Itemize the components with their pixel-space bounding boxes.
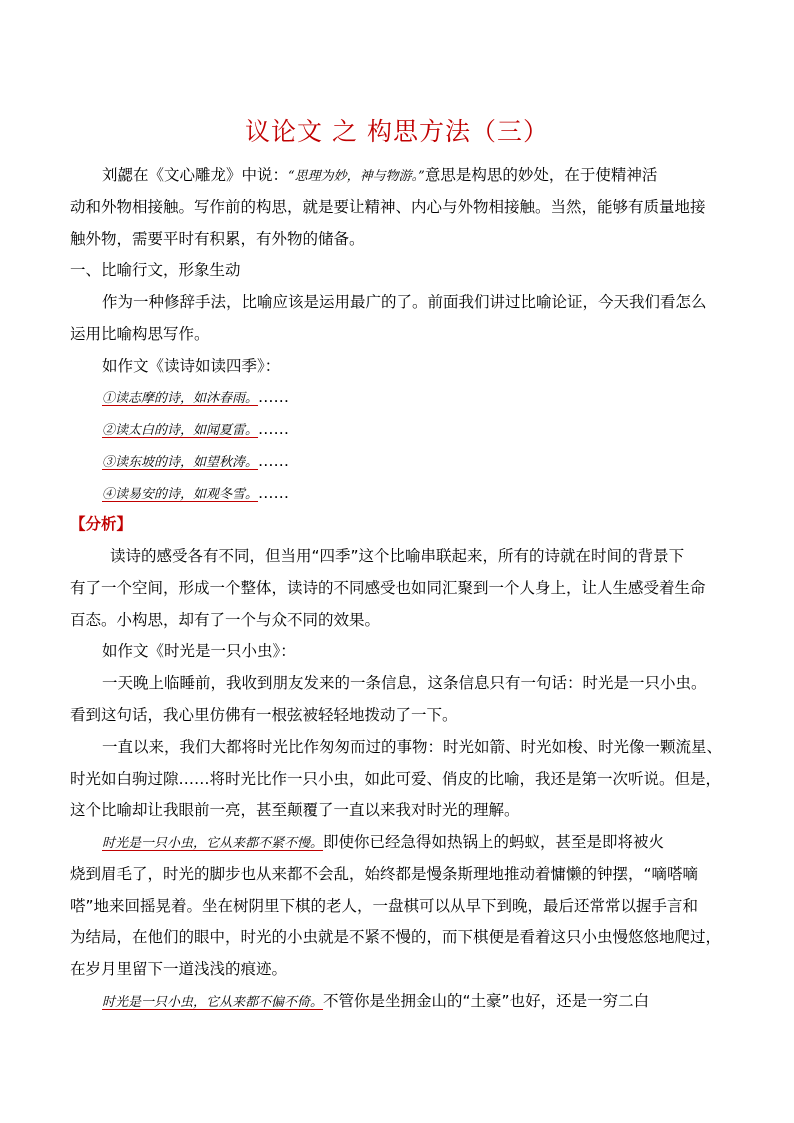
example2-p4-rest: 不管你是坐拥金山的“土豪”也好，还是一穷二白 [323,992,650,1010]
example2-p2-line-1: 一直以来，我们大都将时光比作匆匆而过的事物：时光如箭、时光如梭、时光像一颗流星、 [102,738,723,756]
example1-item-text: ①读志摩的诗，如沐春雨。 [102,391,259,406]
example1-item-ellipsis: …… [258,484,290,502]
example1-item-ellipsis: …… [258,388,290,406]
example1-item-text: ④读易安的诗，如观冬雪。 [102,487,259,502]
example2-p4-quote: 时光是一只小虫，它从来都不偏不倚。 [102,995,324,1010]
analysis-line-3: 百态。小构思，却有了一个与众不同的效果。 [70,611,381,629]
analysis-line-2: 有了一个空间，形成一个整体，读诗的不同感受也如同汇聚到一个人身上，让人生感受着生命 [70,579,706,597]
example1-item [102,450,289,474]
example2-p1-line-1: 一天晚上临睡前，我收到朋友发来的一条信息，这条信息只有一句话：时光是一只小虫。 [102,674,707,692]
section1-line-2: 运用比喻构思写作。 [70,325,210,343]
intro-text-post: 意思是构思的妙处，在于使精神活 [424,166,658,184]
intro-quote: “思理为妙，神与物游。” [288,169,425,184]
section-heading: 一、比喻行文，形象生动 [70,261,241,279]
example2-p3-line-4: 为结局，在他们的眼中，时光的小虫就是不紧不慢的，而下棋便是看着这只小虫慢悠悠地爬过， [70,928,722,946]
intro-line-1 [102,164,657,188]
intro-line-2: 动和外物相接触。写作前的构思，就是要让精神、内心与外物相接触。当然，能够有质量地接 [70,198,706,216]
intro-line-3: 触外物，需要平时有积累，有外物的储备。 [70,230,365,248]
example1-item-ellipsis: …… [258,452,290,470]
example2-p3-line-3: 嗒”地来回摇晃着。坐在树阴里下棋的老人，一盘棋可以从早下到晚，最后还常常以握手言和 [70,897,699,915]
section1-line-1: 作为一种修辞手法，比喻应该是运用最广的了。前面我们讲过比喻论证，今天我们看怎么 [102,293,707,311]
example1-item-ellipsis: …… [258,420,290,438]
analysis-line-1: 读诗的感受各有不同，但当用“四季”这个比喻串联起来，所有的诗就在时间的背景下 [110,547,685,565]
example1-intro: 如作文《读诗如读四季》： [102,357,281,375]
example2-p3-line-1 [102,831,664,855]
page-title: 议论文 之 构思方法（三） [245,117,549,146]
example1-item-text: ②读太白的诗，如闻夏雷。 [102,423,259,438]
example2-p3-line-2: 烧到眉毛了，时光的脚步也从来都不会乱，始终都是慢条斯理地推动着慵懒的钟摆，“嘀嗒嘀 [70,865,699,883]
intro-text-pre: 刘勰在《文心雕龙》中说： [102,166,289,184]
example1-item-text: ③读东坡的诗，如望秋涛。 [102,455,259,470]
example2-p2-line-3: 这个比喻却让我眼前一亮，甚至颠覆了一直以来我对时光的理解。 [70,801,520,819]
example1-item [102,386,289,410]
example2-p2-line-2: 时光如白驹过隙……将时光比作一只小虫，如此可爱、俏皮的比喻，我还是第一次听说。但是， [70,770,722,788]
example1-item [102,482,289,506]
example2-p1-line-2: 看到这句话，我心里仿佛有一根弦被轻轻地拨动了一下。 [70,706,458,724]
example2-p3-quote: 时光是一只小虫，它从来都不紧不慢。 [102,836,324,851]
example1-item [102,418,289,442]
analysis-label: 【分析】 [70,515,133,533]
example2-p4-line-1 [102,990,649,1014]
example2-intro: 如作文《时光是一只小虫》： [102,642,296,660]
example2-p3-rest: 即使你已经急得如热锅上的蚂蚁，甚至是即将被火 [323,833,665,851]
example2-p3-line-5: 在岁月里留下一道浅浅的痕迹。 [70,960,288,978]
